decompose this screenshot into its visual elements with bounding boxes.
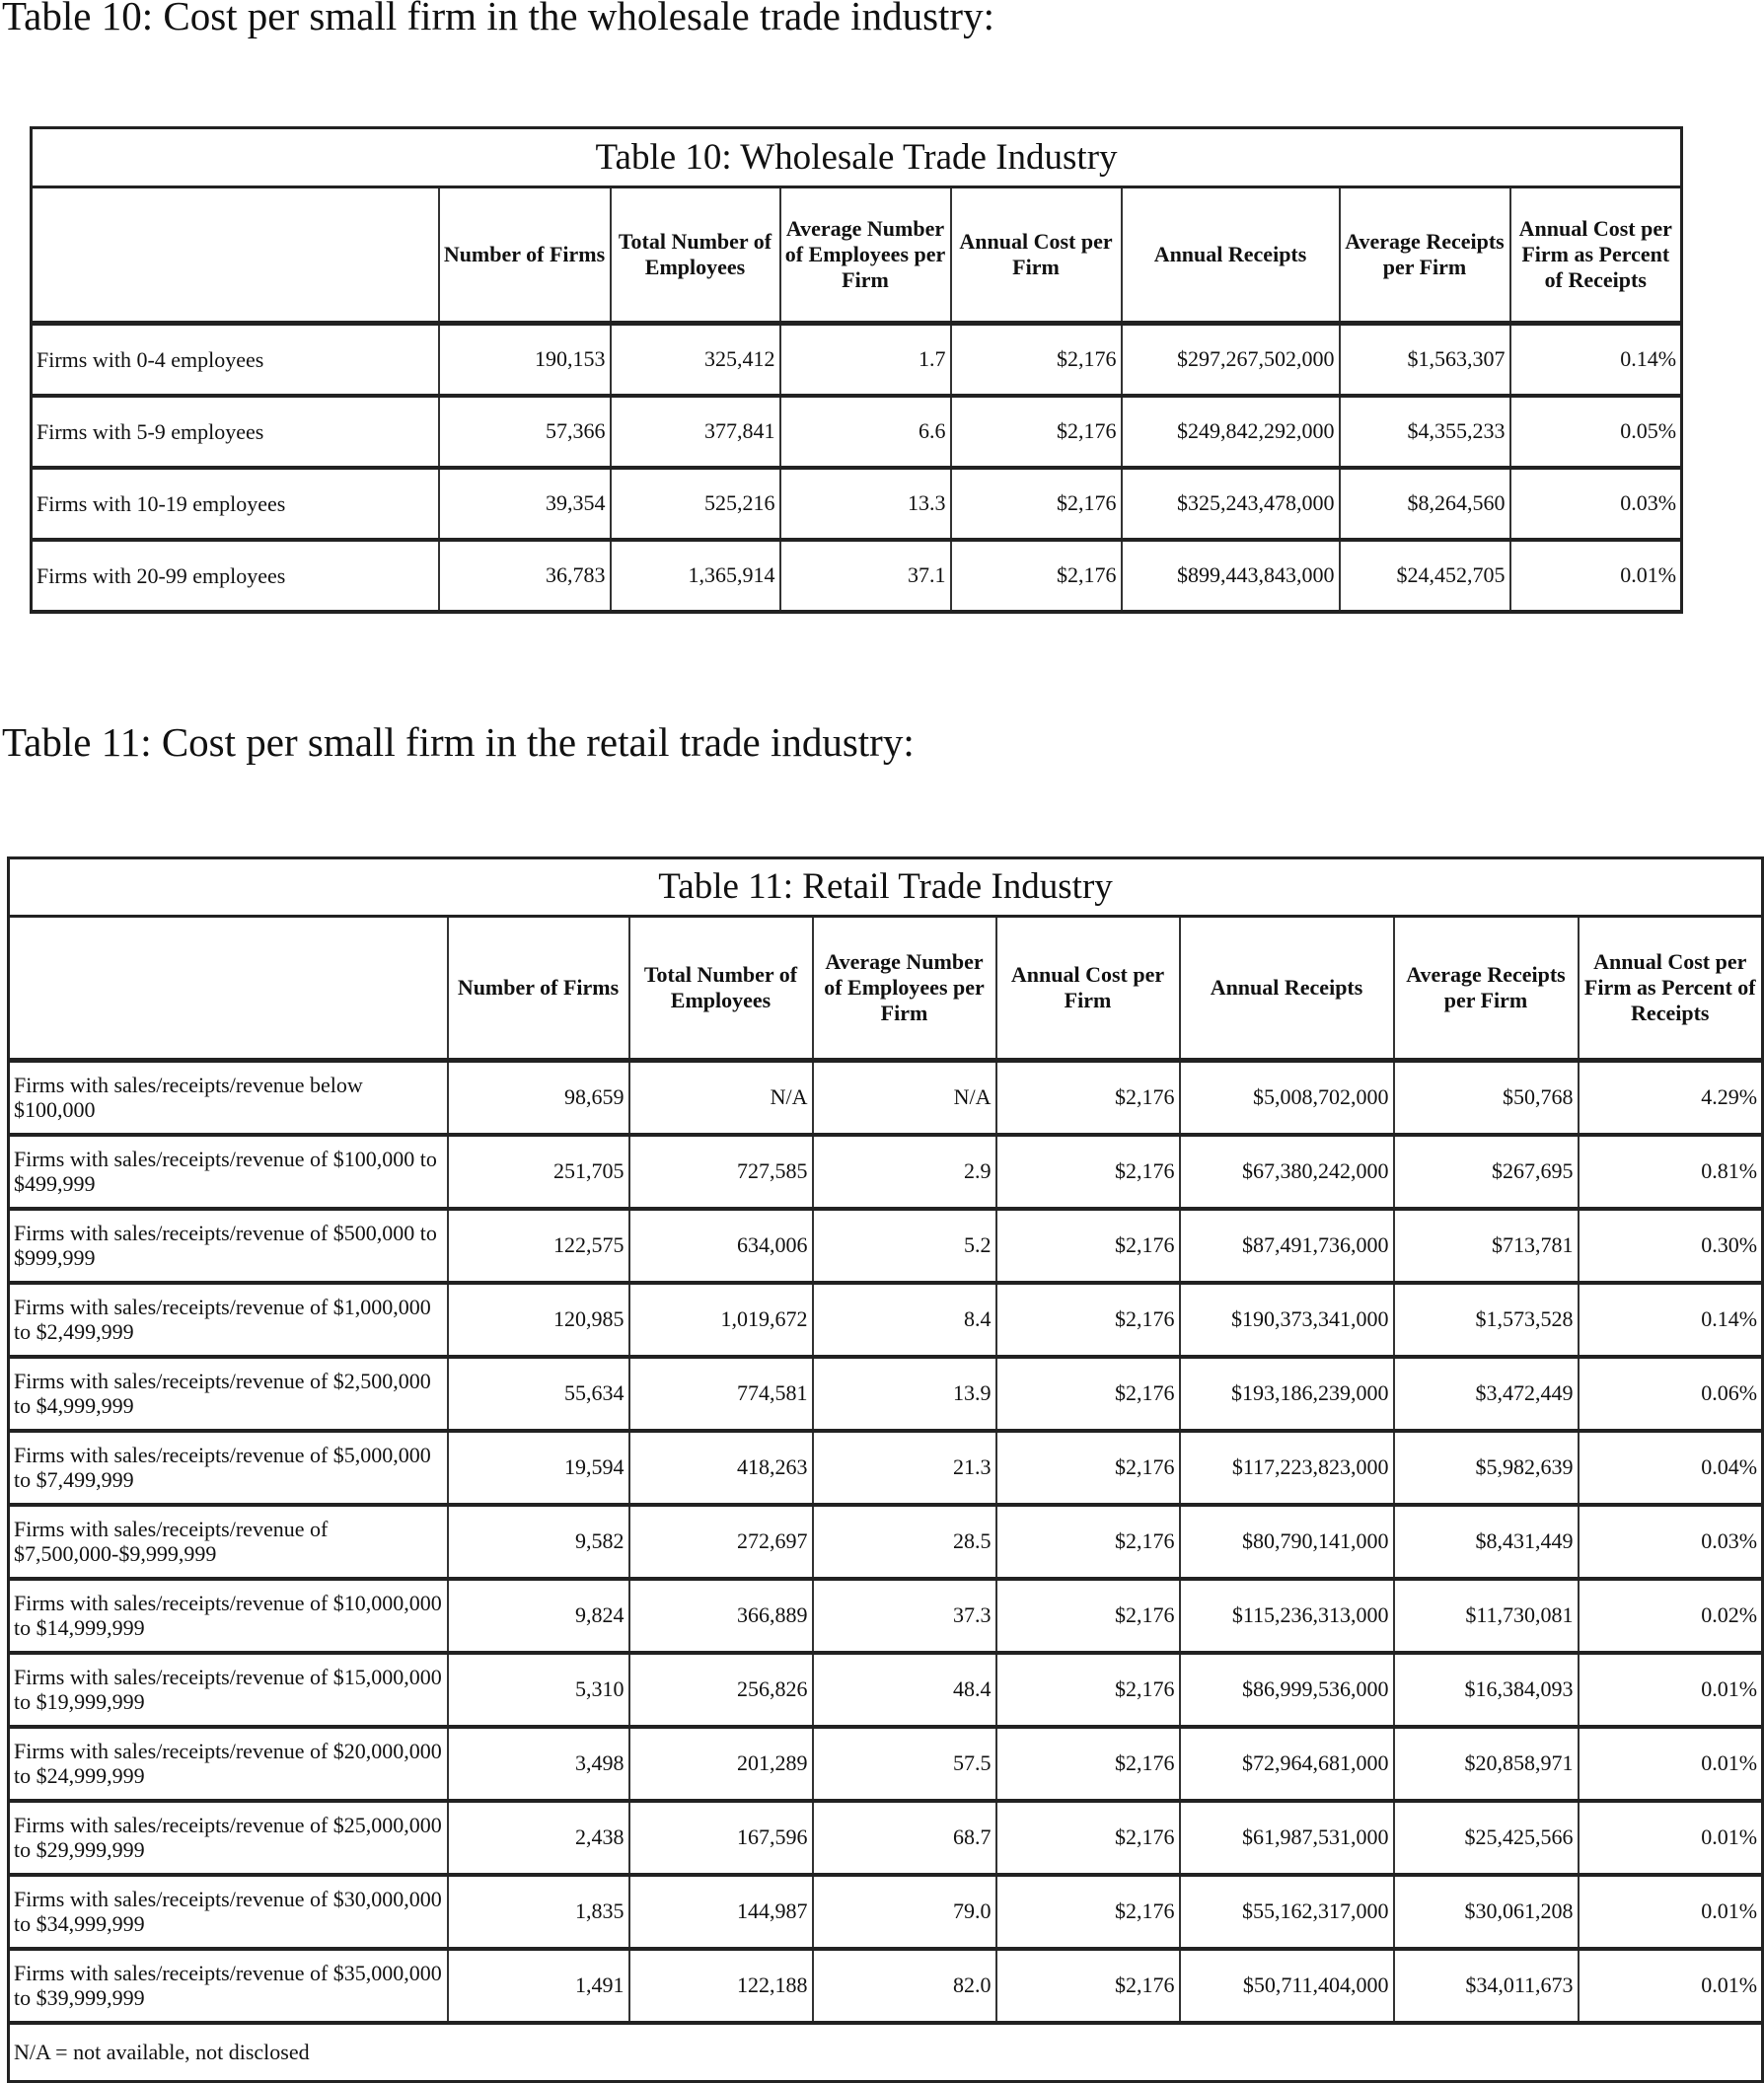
cell-value: $2,176 bbox=[996, 1357, 1180, 1431]
cell-value: $249,842,292,000 bbox=[1122, 396, 1340, 468]
cell-value: $2,176 bbox=[996, 1949, 1180, 2023]
cell-value: $61,987,531,000 bbox=[1180, 1801, 1394, 1875]
cell-value: $50,711,404,000 bbox=[1180, 1949, 1394, 2023]
table-row bbox=[9, 1579, 1763, 1653]
cell-value: 36,783 bbox=[439, 540, 611, 612]
column-header: Annual Receipts bbox=[1180, 917, 1394, 1061]
cell-value: 366,889 bbox=[629, 1579, 813, 1653]
cell-value: 0.01% bbox=[1579, 1875, 1763, 1949]
cell-value: $2,176 bbox=[996, 1875, 1180, 1949]
cell-value: $713,781 bbox=[1394, 1209, 1579, 1283]
cell-value: 0.01% bbox=[1579, 1801, 1763, 1875]
column-header: Annual Cost per Firm as Percent of Receipts bbox=[1579, 917, 1763, 1061]
cell-value: 21.3 bbox=[813, 1431, 996, 1505]
cell-value: 0.06% bbox=[1579, 1357, 1763, 1431]
cell-value: $4,355,233 bbox=[1340, 396, 1510, 468]
column-header: Number of Firms bbox=[448, 917, 629, 1061]
column-header: Annual Cost per Firm as Percent of Receipts bbox=[1510, 187, 1682, 324]
cell-value: 256,826 bbox=[629, 1653, 813, 1727]
table-row bbox=[9, 1801, 1763, 1875]
cell-value: $25,425,566 bbox=[1394, 1801, 1579, 1875]
cell-value: $115,236,313,000 bbox=[1180, 1579, 1394, 1653]
cell-value: $2,176 bbox=[996, 1209, 1180, 1283]
cell-value: 634,006 bbox=[629, 1209, 813, 1283]
wholesale-trade-table bbox=[30, 126, 1683, 614]
cell-value: 251,705 bbox=[448, 1135, 629, 1209]
cell-value: $2,176 bbox=[996, 1431, 1180, 1505]
cell-value: 0.04% bbox=[1579, 1431, 1763, 1505]
row-label: Firms with 5-9 employees bbox=[32, 396, 439, 468]
cell-value: $8,431,449 bbox=[1394, 1505, 1579, 1579]
column-header: Average Number of Employees per Firm bbox=[813, 917, 996, 1061]
cell-value: $3,472,449 bbox=[1394, 1357, 1579, 1431]
table-row bbox=[9, 1653, 1763, 1727]
row-label: Firms with sales/receipts/revenue of $100,000 to $499,999 bbox=[9, 1135, 448, 1209]
cell-value: $30,061,208 bbox=[1394, 1875, 1579, 1949]
cell-value: 82.0 bbox=[813, 1949, 996, 2023]
row-label: Firms with sales/receipts/revenue of $30,000,000 to $34,999,999 bbox=[9, 1875, 448, 1949]
cell-value: 6.6 bbox=[780, 396, 951, 468]
cell-value: $2,176 bbox=[996, 1283, 1180, 1357]
column-header bbox=[9, 917, 448, 1061]
cell-value: 0.02% bbox=[1579, 1579, 1763, 1653]
cell-value: 37.1 bbox=[780, 540, 951, 612]
cell-value: $2,176 bbox=[951, 324, 1122, 396]
cell-value: 0.01% bbox=[1579, 1727, 1763, 1801]
column-header: Annual Cost per Firm bbox=[996, 917, 1180, 1061]
column-header: Average Receipts per Firm bbox=[1340, 187, 1510, 324]
cell-value: 0.05% bbox=[1510, 396, 1682, 468]
cell-value: $193,186,239,000 bbox=[1180, 1357, 1394, 1431]
row-label: Firms with 20-99 employees bbox=[32, 540, 439, 612]
row-label: Firms with sales/receipts/revenue of $15,000,000 to $19,999,999 bbox=[9, 1653, 448, 1727]
cell-value: 68.7 bbox=[813, 1801, 996, 1875]
cell-value: 0.01% bbox=[1579, 1653, 1763, 1727]
table-row bbox=[9, 1875, 1763, 1949]
cell-value: 2,438 bbox=[448, 1801, 629, 1875]
row-label: Firms with sales/receipts/revenue of $20,000,000 to $24,999,999 bbox=[9, 1727, 448, 1801]
cell-value: 0.03% bbox=[1579, 1505, 1763, 1579]
cell-value: N/A bbox=[629, 1061, 813, 1135]
cell-value: 4.29% bbox=[1579, 1061, 1763, 1135]
cell-value: 55,634 bbox=[448, 1357, 629, 1431]
cell-value: 5,310 bbox=[448, 1653, 629, 1727]
cell-value: $20,858,971 bbox=[1394, 1727, 1579, 1801]
header-row bbox=[9, 917, 1763, 1061]
row-label: Firms with sales/receipts/revenue of $7,500,000-$9,999,999 bbox=[9, 1505, 448, 1579]
cell-value: 57,366 bbox=[439, 396, 611, 468]
cell-value: 1,835 bbox=[448, 1875, 629, 1949]
cell-value: 3,498 bbox=[448, 1727, 629, 1801]
table-row bbox=[9, 1061, 1763, 1135]
column-header: Number of Firms bbox=[439, 187, 611, 324]
cell-value: 377,841 bbox=[611, 396, 780, 468]
row-label: Firms with sales/receipts/revenue of $500,000 to $999,999 bbox=[9, 1209, 448, 1283]
table-row bbox=[32, 540, 1682, 612]
cell-value: 0.14% bbox=[1579, 1283, 1763, 1357]
row-label: Firms with 10-19 employees bbox=[32, 468, 439, 540]
cell-value: 0.14% bbox=[1510, 324, 1682, 396]
cell-value: 1,491 bbox=[448, 1949, 629, 2023]
column-header: Total Number of Employees bbox=[629, 917, 813, 1061]
cell-value: 0.81% bbox=[1579, 1135, 1763, 1209]
cell-value: $899,443,843,000 bbox=[1122, 540, 1340, 612]
cell-value: $2,176 bbox=[996, 1801, 1180, 1875]
row-label: Firms with sales/receipts/revenue of $25,000,000 to $29,999,999 bbox=[9, 1801, 448, 1875]
row-label: Firms with sales/receipts/revenue of $5,000,000 to $7,499,999 bbox=[9, 1431, 448, 1505]
cell-value: 57.5 bbox=[813, 1727, 996, 1801]
cell-value: 120,985 bbox=[448, 1283, 629, 1357]
cell-value: 13.9 bbox=[813, 1357, 996, 1431]
cell-value: 1.7 bbox=[780, 324, 951, 396]
table-row bbox=[9, 1949, 1763, 2023]
cell-value: $1,573,528 bbox=[1394, 1283, 1579, 1357]
cell-value: $2,176 bbox=[996, 1727, 1180, 1801]
cell-value: 774,581 bbox=[629, 1357, 813, 1431]
table-row bbox=[9, 1357, 1763, 1431]
cell-value: $87,491,736,000 bbox=[1180, 1209, 1394, 1283]
cell-value: 190,153 bbox=[439, 324, 611, 396]
cell-value: $190,373,341,000 bbox=[1180, 1283, 1394, 1357]
cell-value: 13.3 bbox=[780, 468, 951, 540]
cell-value: 272,697 bbox=[629, 1505, 813, 1579]
cell-value: $80,790,141,000 bbox=[1180, 1505, 1394, 1579]
cell-value: 122,188 bbox=[629, 1949, 813, 2023]
table-row bbox=[32, 324, 1682, 396]
cell-value: $117,223,823,000 bbox=[1180, 1431, 1394, 1505]
cell-value: $86,999,536,000 bbox=[1180, 1653, 1394, 1727]
row-label: Firms with sales/receipts/revenue below $100,000 bbox=[9, 1061, 448, 1135]
header-row bbox=[32, 187, 1682, 324]
row-label: Firms with sales/receipts/revenue of $1,000,000 to $2,499,999 bbox=[9, 1283, 448, 1357]
cell-value: 325,412 bbox=[611, 324, 780, 396]
cell-value: 19,594 bbox=[448, 1431, 629, 1505]
cell-value: 0.01% bbox=[1579, 1949, 1763, 2023]
cell-value: $67,380,242,000 bbox=[1180, 1135, 1394, 1209]
footnote: N/A = not available, not disclosed bbox=[9, 2023, 1763, 2082]
cell-value: 8.4 bbox=[813, 1283, 996, 1357]
cell-value: 9,582 bbox=[448, 1505, 629, 1579]
cell-value: 98,659 bbox=[448, 1061, 629, 1135]
column-header: Average Number of Employees per Firm bbox=[780, 187, 951, 324]
cell-value: $50,768 bbox=[1394, 1061, 1579, 1135]
table-row bbox=[9, 1727, 1763, 1801]
cell-value: $2,176 bbox=[996, 1505, 1180, 1579]
cell-value: 122,575 bbox=[448, 1209, 629, 1283]
cell-value: 144,987 bbox=[629, 1875, 813, 1949]
cell-value: 727,585 bbox=[629, 1135, 813, 1209]
cell-value: 39,354 bbox=[439, 468, 611, 540]
table-row bbox=[9, 1135, 1763, 1209]
row-label: Firms with sales/receipts/revenue of $35,000,000 to $39,999,999 bbox=[9, 1949, 448, 2023]
table-row bbox=[32, 468, 1682, 540]
cell-value: $297,267,502,000 bbox=[1122, 324, 1340, 396]
column-header bbox=[32, 187, 439, 324]
cell-value: $2,176 bbox=[951, 396, 1122, 468]
cell-value: $2,176 bbox=[951, 540, 1122, 612]
cell-value: 9,824 bbox=[448, 1579, 629, 1653]
cell-value: 0.01% bbox=[1510, 540, 1682, 612]
cell-value: 0.03% bbox=[1510, 468, 1682, 540]
cell-value: 5.2 bbox=[813, 1209, 996, 1283]
cell-value: $24,452,705 bbox=[1340, 540, 1510, 612]
cell-value: $8,264,560 bbox=[1340, 468, 1510, 540]
cell-value: 1,019,672 bbox=[629, 1283, 813, 1357]
cell-value: $267,695 bbox=[1394, 1135, 1579, 1209]
cell-value: $2,176 bbox=[996, 1579, 1180, 1653]
table-row bbox=[9, 1283, 1763, 1357]
cell-value: $2,176 bbox=[951, 468, 1122, 540]
cell-value: 37.3 bbox=[813, 1579, 996, 1653]
cell-value: $5,008,702,000 bbox=[1180, 1061, 1394, 1135]
cell-value: 2.9 bbox=[813, 1135, 996, 1209]
cell-value: $16,384,093 bbox=[1394, 1653, 1579, 1727]
column-header: Average Receipts per Firm bbox=[1394, 917, 1579, 1061]
row-label: Firms with sales/receipts/revenue of $2,500,000 to $4,999,999 bbox=[9, 1357, 448, 1431]
cell-value: $55,162,317,000 bbox=[1180, 1875, 1394, 1949]
table-title: Table 11: Retail Trade Industry bbox=[9, 858, 1763, 917]
cell-value: $325,243,478,000 bbox=[1122, 468, 1340, 540]
cell-value: 48.4 bbox=[813, 1653, 996, 1727]
cell-value: $1,563,307 bbox=[1340, 324, 1510, 396]
cell-value: 1,365,914 bbox=[611, 540, 780, 612]
table-row bbox=[9, 1209, 1763, 1283]
column-header: Total Number of Employees bbox=[611, 187, 780, 324]
table11-heading: Table 11: Cost per small firm in the retail trade industry: bbox=[2, 719, 915, 765]
cell-value: 79.0 bbox=[813, 1875, 996, 1949]
table-row bbox=[32, 396, 1682, 468]
cell-value: $34,011,673 bbox=[1394, 1949, 1579, 2023]
cell-value: 418,263 bbox=[629, 1431, 813, 1505]
table10-heading: Table 10: Cost per small firm in the wholesale trade industry: bbox=[2, 0, 994, 38]
row-label: Firms with sales/receipts/revenue of $10,000,000 to $14,999,999 bbox=[9, 1579, 448, 1653]
cell-value: $72,964,681,000 bbox=[1180, 1727, 1394, 1801]
retail-trade-table bbox=[7, 856, 1764, 2083]
cell-value: 167,596 bbox=[629, 1801, 813, 1875]
cell-value: 28.5 bbox=[813, 1505, 996, 1579]
cell-value: $2,176 bbox=[996, 1135, 1180, 1209]
cell-value: 0.30% bbox=[1579, 1209, 1763, 1283]
cell-value: 201,289 bbox=[629, 1727, 813, 1801]
row-label: Firms with 0-4 employees bbox=[32, 324, 439, 396]
cell-value: $2,176 bbox=[996, 1653, 1180, 1727]
table-row bbox=[9, 1505, 1763, 1579]
cell-value: $5,982,639 bbox=[1394, 1431, 1579, 1505]
column-header: Annual Cost per Firm bbox=[951, 187, 1122, 324]
cell-value: 525,216 bbox=[611, 468, 780, 540]
table-row bbox=[9, 1431, 1763, 1505]
table-title: Table 10: Wholesale Trade Industry bbox=[32, 128, 1682, 187]
column-header: Annual Receipts bbox=[1122, 187, 1340, 324]
cell-value: $11,730,081 bbox=[1394, 1579, 1579, 1653]
cell-value: $2,176 bbox=[996, 1061, 1180, 1135]
cell-value: N/A bbox=[813, 1061, 996, 1135]
